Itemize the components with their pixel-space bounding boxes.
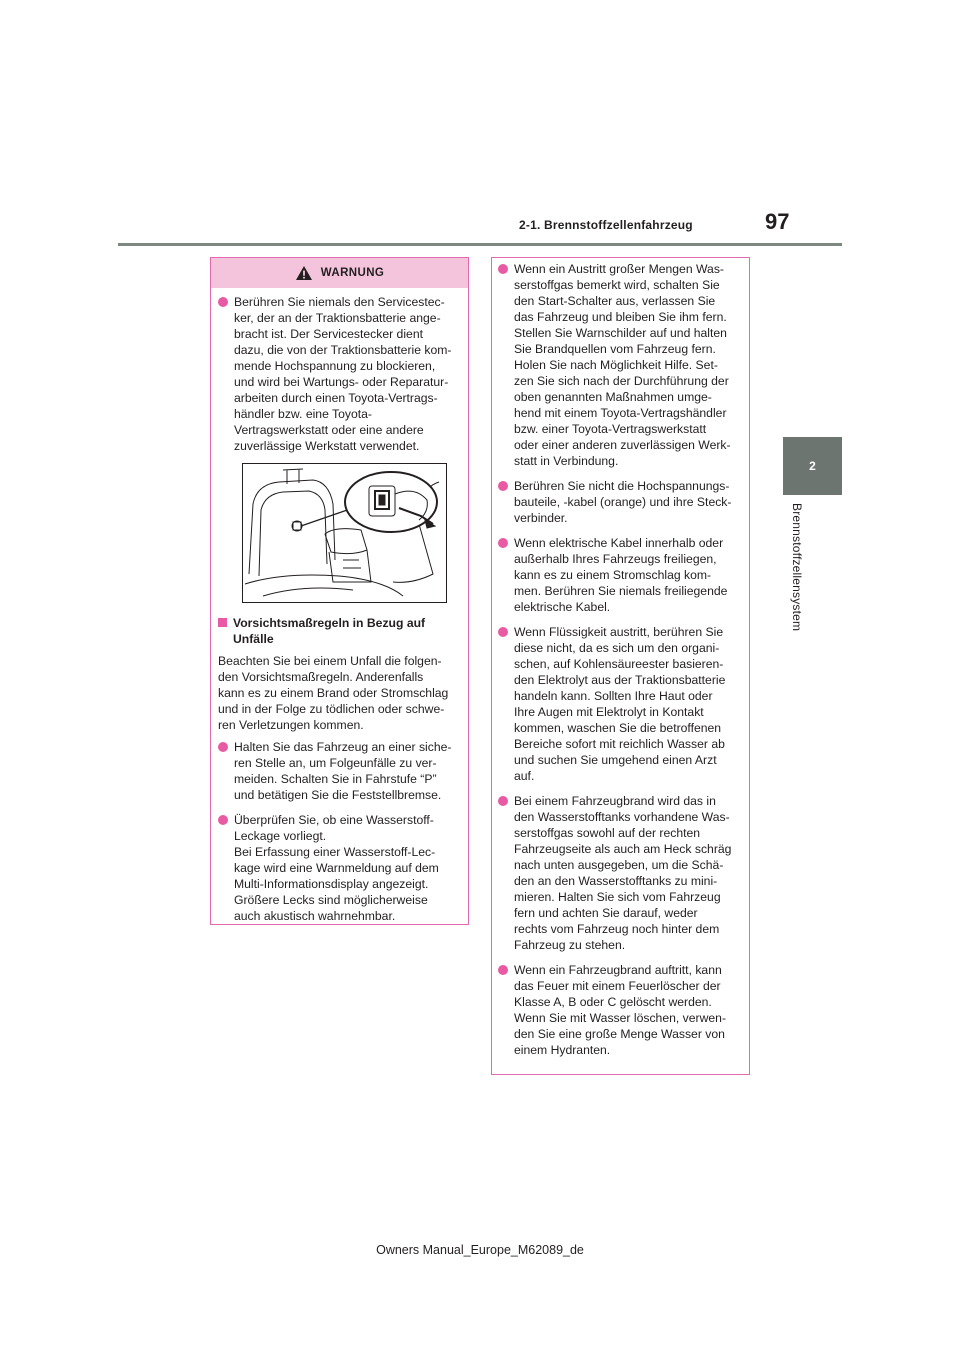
bullet-icon xyxy=(498,481,508,491)
list-item-text: Wenn ein Austritt großer Mengen Was- serstoffgas bemerkt wird, schalten Sie den Start-Schalter aus, verlassen Sie das Fahrzeug und bleiben Sie ihm fern. Stellen Sie Warnschilder auf und halten Sie Brandquellen vom Fahrzeug fern. Holen Sie nach Möglichkeit Hilfe. Set- zen Sie sich nach der Durchführung der oben genannten Maßnahmen umge- hend mit einem Toyota-Vertragshändler bzw. einer Toyota-Vertragswerkstatt oder einer anderen zuverlässigen Werk- statt in Verbindung. xyxy=(514,262,731,468)
bullet-icon xyxy=(498,965,508,975)
warning-continuation-box xyxy=(491,257,750,1075)
list-item xyxy=(498,478,743,526)
list-item-text: Wenn elektrische Kabel innerhalb oder außerhalb Ihres Fahrzeugs freiliegen, kann es zu einem Stromschlag kom- men. Berühren Sie niemals freiliegende elektrische Kabel. xyxy=(514,536,728,614)
section-title: 2-1. Brennstoffzellenfahrzeug xyxy=(519,218,693,232)
square-bullet-icon xyxy=(218,618,227,627)
bullet-icon xyxy=(218,297,228,307)
bullet-icon xyxy=(218,815,228,825)
warning-triangle-icon xyxy=(295,265,313,281)
list-item-text: Wenn Flüssigkeit austritt, berühren Sie diese nicht, da es sich um den organi- schen, auf Kohlensäureester basieren- den Elektrolyt aus der Traktionsbatterie handeln kann. Sollten Ihre Haut oder Ihre Augen mit Elektrolyt in Kontakt kommen, waschen Sie die betroffenen Bereiche sofort mit reichlich Wasser ab und suchen Sie umgehend einen Arzt auf. xyxy=(514,625,726,783)
page-number: 97 xyxy=(765,209,790,234)
bullet-icon xyxy=(498,264,508,274)
bullet-icon xyxy=(498,796,508,806)
footer-text: Owners Manual_Europe_M62089_de xyxy=(376,1243,584,1257)
list-item xyxy=(498,624,743,784)
list-item-text: Halten Sie das Fahrzeug an einer siche- ren Stelle an, um Folgeunfälle zu ver- meiden. Schalten Sie in Fahrstufe “P” und betätigen Sie die Feststellbremse. xyxy=(234,740,452,802)
intro-paragraph: Beachten Sie bei einem Unfall die folgen- den Vorsichtsmaßregeln. Anderenfalls kann es zu einem Brand oder Stromschlag und in der Folge zu tödlichen oder schwe- ren Verletzungen kommen. xyxy=(218,654,449,732)
bullet-icon xyxy=(498,538,508,548)
subheading xyxy=(218,615,462,647)
bullet-icon xyxy=(498,627,508,637)
list-item xyxy=(218,739,462,803)
bullet-icon xyxy=(218,742,228,752)
list-item-text: Überprüfen Sie, ob eine Wasserstoff- Leckage vorliegt. Bei Erfassung einer Wasserstoff-Lec- kage wird eine Warnmeldung auf dem Multi-Informationsdisplay angezeigt. Größere Lecks sind möglicherweise auch akustisch wahrnehmbar. xyxy=(234,813,439,923)
list-item-text: Berühren Sie niemals den Servicestec- ker, der an der Traktionsbatterie ange- bracht ist. Der Servicestecker dient dazu, die von der Traktionsbatterie kom- mende Hochspannung zu blockieren, und wird bei Wartungs- oder Reparatur- arbeiten durch einen Toyota-Vertrags- händler bzw. eine Toyota- Vertragswerkstatt oder eine andere zuverlässige Werkstatt verwendet. xyxy=(234,295,452,453)
list-item-text: Berühren Sie nicht die Hochspannungs- bauteile, -kabel (orange) und ihre Steck- verbinder. xyxy=(514,479,732,525)
list-item xyxy=(218,812,462,924)
warning-header xyxy=(211,258,468,288)
list-item xyxy=(498,261,743,469)
warning-title: WARNUNG xyxy=(320,267,385,279)
list-item xyxy=(498,793,743,953)
list-item xyxy=(218,294,462,454)
subheading-text: Vorsichtsmaßregeln in Bezug auf Unfälle xyxy=(233,616,426,646)
warning-box xyxy=(210,257,469,925)
list-item xyxy=(498,962,743,1058)
list-item-text: Bei einem Fahrzeugbrand wird das in den Wasserstofftanks vorhandene Was- serstoffgas sowohl auf der rechten Fahrzeugseite als auch am Heck schräg nach unten ausgegeben, um die Schä- den an den Wasserstofftanks zu mini- mieren. Halten Sie sich vom Fahrzeug fern und achten Sie darauf, weder rechts vom Fahrzeug noch hinter dem Fahrzeug zu stehen. xyxy=(514,794,732,952)
chapter-tab: 2 xyxy=(783,437,842,495)
chapter-label: Brennstoffzellensystem xyxy=(790,503,804,632)
header-divider xyxy=(118,243,842,246)
list-item xyxy=(498,535,743,615)
service-plug-illustration xyxy=(242,463,447,603)
list-item-text: Wenn ein Fahrzeugbrand auftritt, kann das Feuer mit einem Feuerlöscher der Klasse A, B oder C gelöscht werden. Wenn Sie mit Wasser löschen, verwen- den Sie eine große Menge Wasser von einem Hydranten. xyxy=(514,963,727,1057)
